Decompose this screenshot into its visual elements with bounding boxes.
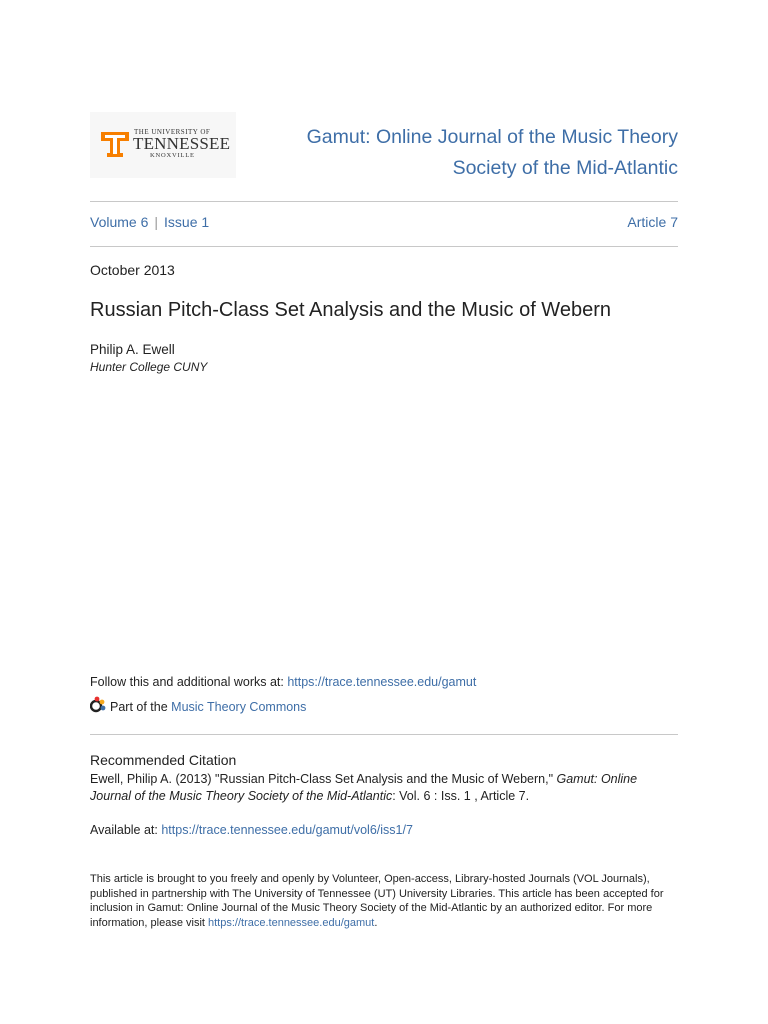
divider [90, 246, 678, 247]
issue-row [90, 214, 678, 230]
follow-line [90, 675, 476, 689]
available-label: Available at: [90, 823, 162, 837]
follow-label: Follow this and additional works at: [90, 675, 288, 689]
header [90, 112, 678, 192]
part-of-line [90, 696, 306, 718]
logo-line-3: KNOXVILLE [150, 152, 195, 159]
journal-title-link[interactable]: Gamut: Online Journal of the Music Theory Society of the Mid-Atlantic [306, 126, 678, 179]
volume-link[interactable]: Volume 6 [90, 214, 149, 230]
citation-start: Ewell, Philip A. (2013) "Russian Pitch-Class Set Analysis and the Music of Webern," [90, 772, 557, 786]
citation-end: : Vol. 6 : Iss. 1 , Article 7. [392, 789, 530, 803]
issue-separator: | [154, 214, 159, 230]
article-link[interactable]: Article 7 [627, 214, 678, 230]
publication-date: October 2013 [90, 262, 175, 278]
notice-end: . [374, 916, 378, 929]
article-title: Russian Pitch-Class Set Analysis and the Music of Webern [90, 299, 611, 321]
recommended-citation-heading: Recommended Citation [90, 752, 237, 768]
university-logo[interactable] [90, 112, 236, 178]
divider [90, 201, 678, 202]
notice-text: This article is brought to you freely and openly by Volunteer, Open-access, Library-hosted Journals (VOL Journals), published in partnership with The University of Tennessee (UT) University Libraries. This article has been accepted for inclusion in Gamut: Online Journal of the Music Theory Society of the Mid-Atlantic by an authorized editor. For more information, please visit [90, 873, 664, 929]
author-name: Philip A. Ewell [90, 342, 175, 357]
logo-line-2: TENNESSEE [133, 134, 231, 153]
issue-link[interactable]: Issue 1 [164, 214, 210, 230]
available-line [90, 823, 413, 837]
logo-line-1: THE UNIVERSITY OF [134, 128, 211, 136]
notice-link[interactable]: https://trace.tennessee.edu/gamut [208, 916, 375, 929]
available-link[interactable]: https://trace.tennessee.edu/gamut/vol6/iss1/7 [161, 823, 413, 837]
part-of-label: Part of the [110, 700, 172, 714]
bepress-network-icon [90, 696, 108, 714]
power-t-icon [100, 129, 130, 159]
author-affiliation: Hunter College CUNY [90, 360, 208, 374]
divider [90, 734, 678, 735]
citation-journal: Gamut: Online Journal of the Music Theory Society of the Mid-Atlantic [90, 772, 638, 803]
follow-link[interactable]: https://trace.tennessee.edu/gamut [287, 675, 477, 689]
citation-text [90, 771, 680, 805]
access-notice [90, 872, 678, 930]
music-theory-commons-link[interactable]: Music Theory Commons [171, 700, 307, 714]
